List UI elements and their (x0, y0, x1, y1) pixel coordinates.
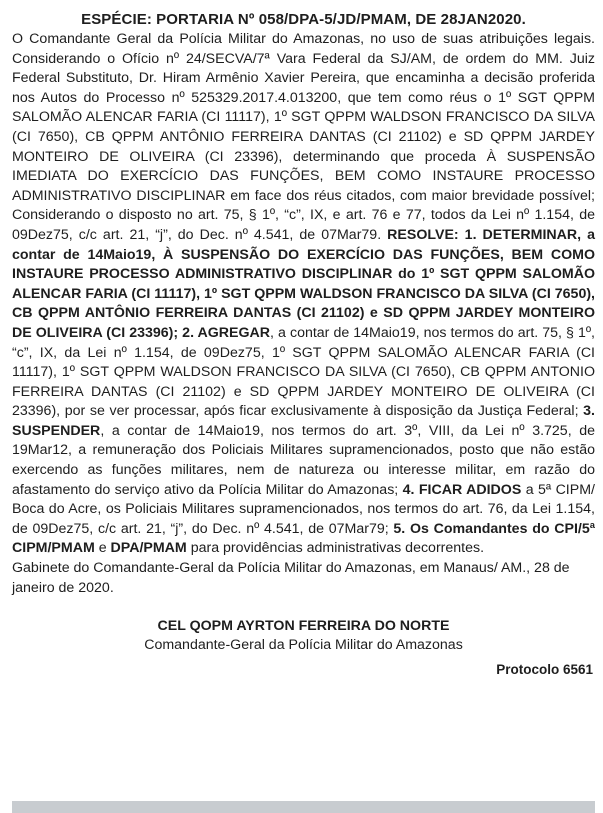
document-title: ESPÉCIE: PORTARIA Nº 058/DPA-5/JD/PMAM, DE 28JAN2020. (81, 11, 526, 28)
body-segment-bold: RESOLVE: 1. DETERMINAR, a contar de 14Maio19, À SUSPENSÃO DO EXERCÍCIO DAS FUNÇÕES, BEM COMO INSTAURE PROCESSO ADMINISTRATIVO DISCIPLINAR do 1º SGT QPPM SALOMÃO ALENCAR FARIA (CI 11117), 1º SGT QPPM WALDSON FRANCISCO DA SILVA (CI 7650), CB QPPM ANTÔNIO FERREIRA DANTAS (CI 21102) e SD QPPM JARDEY MONTEIRO DE OLIVEIRA (CI 23396); 2. AGREGAR (12, 226, 595, 341)
body-segment: , a contar de 14Maio19, nos termos do art. 3º, VIII, da Lei nº 3.725, de 19Mar12, a remuneração dos Policiais Militares supramencionados, posto que não estão exercendo as funções militares, nem de natureza ou interesse militar, em razão do afastamento do serviço ativo da Polícia Militar do Amazonas; (12, 422, 595, 498)
body-segment-bold: 5. Os Comandantes do CPI/5ª CIPM/PMAM (12, 520, 595, 557)
body-segment-bold: DPA/PMAM (110, 540, 187, 557)
signature-role: Comandante-Geral da Polícia Militar do Amazonas (144, 637, 463, 654)
body-segment-bold: 4. FICAR ADIDOS (402, 481, 522, 498)
body-segment: , a contar de 14Maio19, nos termos do art. 75, § 1º, “c”, IX, da Lei nº 1.154, de 09Dez75, 1º SGT QPPM SALOMÃO ALENCAR FARIA (CI 11117), 1º SGT QPPM WALDSON FRANCISCO DA SILVA (CI 7650), CB QPPM ANTONIO FERREIRA DANTAS (CI 21102) e SD QPPM JARDEY MONTEIRO DE OLIVEIRA (CI 23396), por se ver processar, após ficar exclusivamente à disposição da Justiça Federal; (12, 324, 595, 420)
protocol-number: Protocolo 6561 (496, 662, 593, 678)
body-segment-bold: 3. SUSPENDER (12, 403, 595, 439)
signature-block (12, 617, 595, 655)
body-segment: e (94, 540, 111, 557)
bottom-divider-bar (12, 801, 595, 813)
document-body (12, 30, 595, 559)
signature-name: CEL QOPM AYRTON FERREIRA DO NORTE (157, 618, 450, 635)
closing-text: Gabinete do Comandante-Geral da Polícia Militar do Amazonas, em Manaus/ AM., 28 de janeiro de 2020. (12, 560, 570, 596)
body-segment: O Comandante Geral da Polícia Militar do Amazonas, no uso de suas atribuições legais. Considerando o Ofício nº 24/SECVA/7ª Vara Federal da SJ/AM, de ordem do MM. Juiz Federal Substituto, Dr. Hiram Armênio Xavier Pereira, que encaminha a decisão proferida nos Autos do Processo nº 525329.2017.4.013200, que tem como réus o 1º SGT QPPM SALOMÃO ALENCAR FARIA (CI 11117), 1º SGT QPPM WALDSON FRANCISCO DA SILVA (CI 7650), CB QPPM ANTÔNIO FERREIRA DANTAS (CI 21102) e SD QPPM JARDEY MONTEIRO DE OLIVEIRA (CI 23396), determinando que proceda À SUSPENSÃO IMEDIATA DO EXERCÍCIO DAS FUNÇÕES, BEM COMO INSTAURE PROCESSO ADMINISTRATIVO DISCIPLINAR em face dos réus citados, com maior brevidade possível; Considerando o disposto no art. 75, § 1º, “c”, IX, e art. 76 e 77, todos da Lei nº 1.154, de 09Dez75, c/c art. 21, “j”, do Dec. nº 4.541, de 07Mar79. (12, 31, 595, 243)
body-segment: para providências administrativas decorrentes. (186, 540, 485, 557)
body-segment: a 5ª CIPM/ Boca do Acre, os Policiais Militares supramencionados, nos termos do art. 76, da Lei 1.154, de 09Dez75, c/c art. 21, “j”, do Dec. nº 4.541, de 07Mar79; (12, 481, 595, 537)
